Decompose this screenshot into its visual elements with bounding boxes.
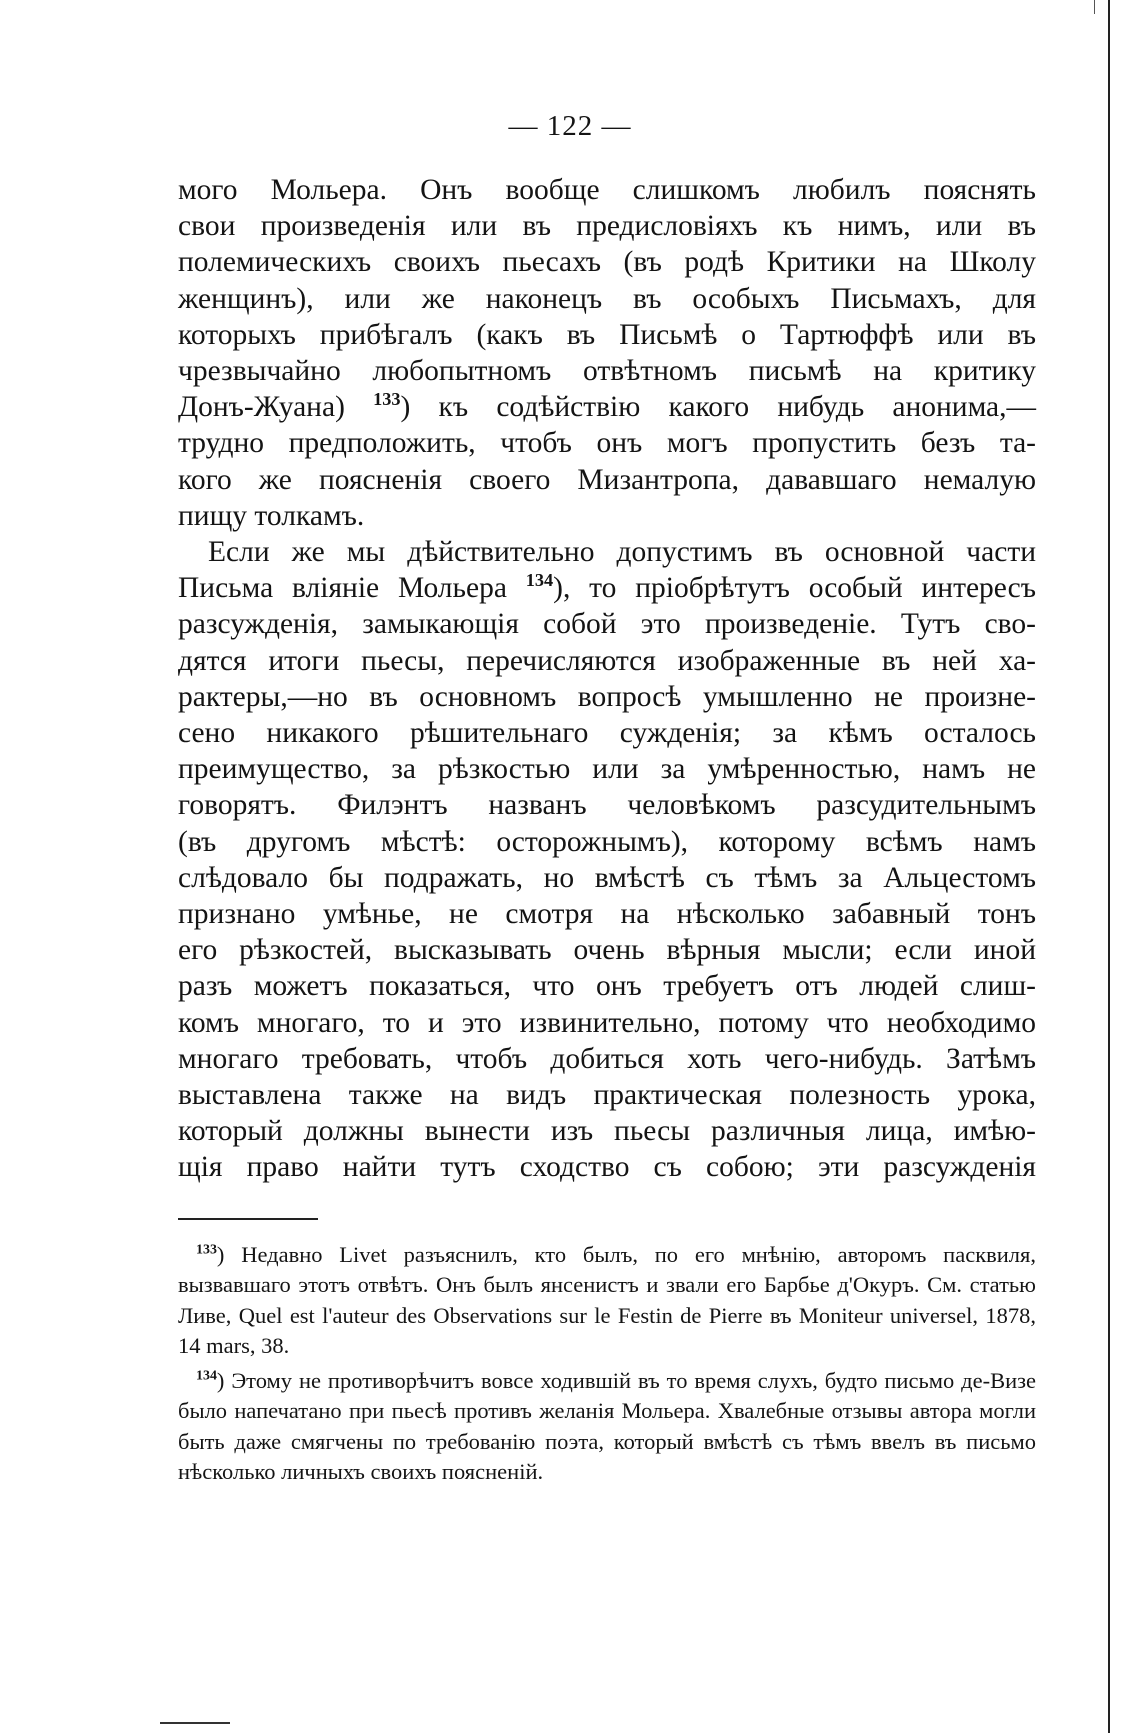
- line: Донъ-Жуана): [178, 391, 374, 424]
- line: его рѣзкостей, высказывать очень вѣрныя мысли; если иной: [178, 934, 1036, 967]
- line: трудно предположить, чтобъ онъ могъ пропустить безъ та-: [178, 427, 1036, 460]
- line: который должны вынести изъ пьесы различныя лица, имѣю-: [178, 1115, 1036, 1148]
- line: преимущество, за рѣзкостью или за умѣренностью, намъ не: [178, 753, 1036, 786]
- footnote-separator: [178, 1218, 318, 1220]
- line: выставлена также на видъ практическая полезность урока,: [178, 1079, 1036, 1112]
- footnote-text: ) Этому не противорѣчитъ вовсе ходившій въ то время слухъ, будто письмо де-Визе было напечатано при пьесѣ противъ желанія Мольера. Хвалебные отзывы автора могли быть даже смягчены по требованію поэта, который вмѣстѣ съ тѣмъ ввелъ въ письмо нѣсколько личныхъ своихъ поясненій.: [178, 1368, 1036, 1485]
- line: сено никакого рѣшительнаго сужденія; за кѣмъ осталось: [178, 717, 1036, 750]
- line: разсужденія, замыкающія собой это произведеніе. Тутъ сво-: [178, 608, 1036, 641]
- line: слѣдовало бы подражать, но вмѣстѣ съ тѣмъ за Альцестомъ: [178, 861, 1036, 894]
- line: говорятъ. Филэнтъ названъ человѣкомъ разсудительнымъ: [178, 789, 1036, 822]
- paragraph-2: [178, 534, 1036, 1186]
- page-number: — 122 —: [508, 110, 632, 142]
- line: кого же поясненія своего Мизантропа, дававшаго немалую: [178, 463, 1036, 496]
- line: пищу толкамъ.: [178, 499, 365, 532]
- footnote-text: ) Недавно Livet разъяснилъ, кто былъ, по его мнѣнію, авторомъ пасквиля, вызвавшаго этотъ отвѣтъ. Онъ былъ янсенистъ и звали его Барбье д'Окуръ. См. статью Ливе, Quel est l'auteur des Observations sur le Festin de Pierre въ Moniteur universel, 1878, 14 mars, 38.: [178, 1242, 1036, 1358]
- main-text: [178, 172, 1036, 1186]
- line: разъ можетъ показаться, что онъ требуетъ отъ людей слиш-: [178, 970, 1036, 1003]
- page-edge-tick: [1094, 0, 1095, 14]
- page-edge-line: [1108, 0, 1110, 1733]
- line: комъ многаго, то и это извинительно, потому что необходимо: [178, 1006, 1036, 1039]
- footnote-mark: 133: [196, 1242, 217, 1258]
- line: которыхъ прибѣгалъ (какъ въ Письмѣ о Тартюффѣ или въ: [178, 318, 1036, 351]
- line: дятся итоги пьесы, перечисляются изображенные въ ней ха-: [178, 644, 1036, 677]
- line: женщинъ), или же наконецъ въ особыхъ Письмахъ, для: [178, 282, 1036, 315]
- line: Письма вліяніе Мольера: [178, 572, 526, 605]
- line: ), то пріобрѣтутъ особый интересъ: [553, 572, 1036, 605]
- line: ) къ содѣйствію какого нибудь анонима,—: [400, 391, 1037, 424]
- line: мого Мольера. Онъ вообще слишкомъ любилъ пояснять: [178, 174, 1036, 206]
- footnote-ref-134[interactable]: 134: [525, 570, 554, 591]
- line: щія право найти тутъ сходство съ собою; эти разсужденія: [178, 1151, 1036, 1184]
- line: (въ другомъ мѣстѣ: осторожнымъ), которому всѣмъ намъ: [178, 825, 1036, 858]
- line: многаго требовать, чтобъ добиться хоть чего-нибудь. Затѣмъ: [178, 1042, 1036, 1075]
- paragraph-1: [178, 172, 1036, 498]
- paragraph-1-end: [178, 498, 1036, 534]
- bottom-mark: [160, 1722, 230, 1724]
- footnote-mark: 134: [196, 1368, 217, 1384]
- footnotes: [178, 1240, 1036, 1492]
- line: свои произведенія или въ предисловіяхъ къ нимъ, или въ: [178, 210, 1036, 243]
- line: рактеры,—но въ основномъ вопросѣ умышленно не произне-: [178, 680, 1036, 713]
- footnote-134: [178, 1366, 1036, 1487]
- line: Если же мы дѣйствительно допустимъ въ основной части: [208, 536, 1036, 569]
- line: чрезвычайно любопытномъ отвѣтномъ письмѣ на критику: [178, 355, 1036, 388]
- footnote-133: [178, 1240, 1036, 1361]
- footnote-ref-133[interactable]: 133: [373, 389, 401, 410]
- line: полемическихъ своихъ пьесахъ (въ родѣ Критики на Школу: [178, 246, 1036, 279]
- line: признано умѣнье, не смотря на нѣсколько забавный тонъ: [178, 898, 1036, 931]
